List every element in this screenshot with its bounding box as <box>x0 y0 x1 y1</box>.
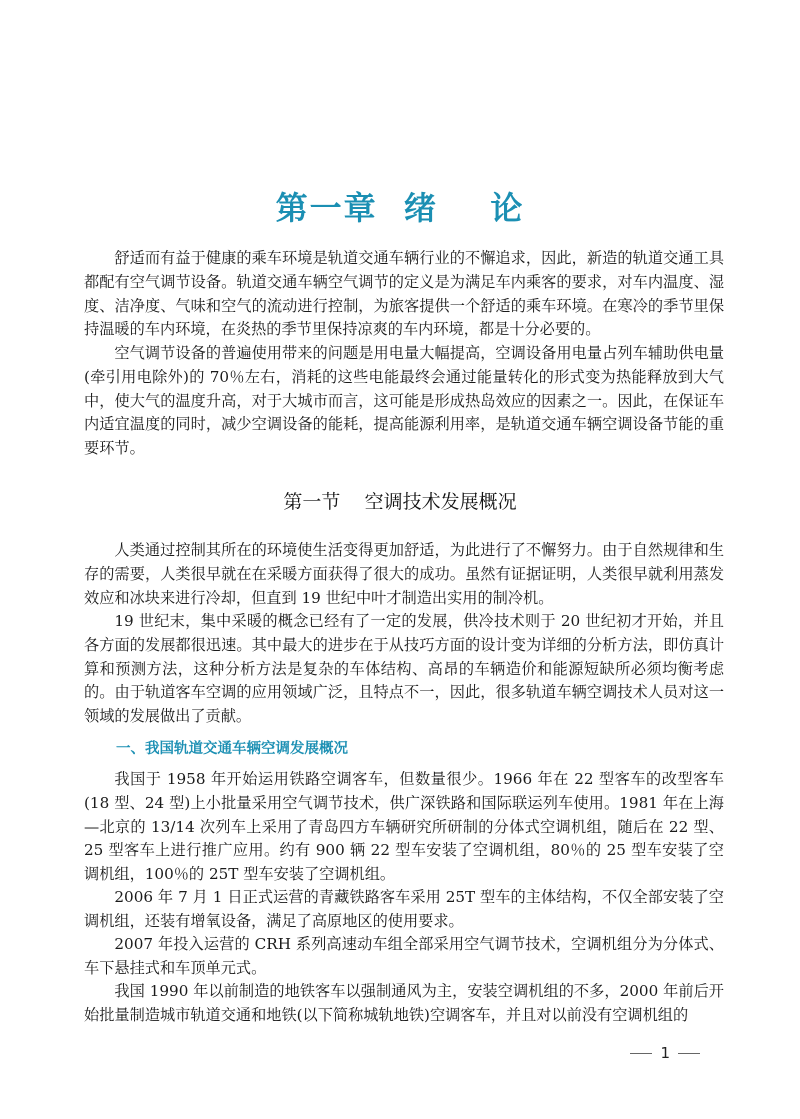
page-number-dash-left <box>630 1053 652 1054</box>
chapter-title: 第一章 绪 论 <box>275 189 525 227</box>
section-paragraph-1: 人类通过控制其所在的环境使生活变得更加舒适，为此进行了不懈努力。由于自然规律和生存的需要，人类很早就在在采暖方面获得了很大的成功。虽然有证据证明，人类很早就利用蒸发效应和冰块来进行冷却，但直到 19 世纪中叶才制造出实用的制冷机。 <box>84 541 724 607</box>
section-paragraph-2: 19 世纪末，集中采暖的概念已经有了一定的发展，供冷技术则于 20 世纪初才开始，并且各方面的发展都很迅速。其中最大的进步在于从技巧方面的设计变为详细的分析方法，即仿真计算和预测方法，这种分析方法是复杂的车体结构、高昂的车辆造价和能源短缺所必须均衡考虑的。由于轨道客车空调的应用领域广泛，且特点不一，因此，很多轨道车辆空调技术人员对这一领域的发展做出了贡献。 <box>84 612 724 726</box>
section-title: 第一节 空调技术发展概况 <box>283 491 517 513</box>
page-number-value: 1 <box>660 1044 670 1062</box>
subsection-paragraph-4: 我国 1990 年以前制造的地铁客车以强制通风为主，安装空调机组的不多，2000 年前后开始批量制造城市轨道交通和地铁(以下简称城轨地铁)空调客车，并且对以前没有空调机组的 <box>84 982 724 1024</box>
subsection-paragraph-1: 我国于 1958 年开始运用铁路空调客车，但数量很少。1966 年在 22 型客车的改型客车(18 型、24 型)上小批量采用空气调节技术，供广深铁路和国际联运列车使用。1981 年在上海—北京的 13/14 次列车上采用了青岛四方车辆研究所研制的分体式空调机组，随后在 22 型、25 型客车上进行推广应用。约有 900 辆 22 型车安装了空调机组，80％的 25 型车安装了空调机组，100％的 25T 型车安装了空调机组。 <box>84 770 724 884</box>
intro-paragraph-2: 空气调节设备的普遍使用带来的问题是用电量大幅提高，空调设备用电量占列车辅助供电量(牵引用电除外)的 70％左右，消耗的这些电能最终会通过能量转化的形式变为热能释放到大气中，使大气的温度升高，对于大城市而言，这可能是形成热岛效应的因素之一。因此，在保证车内适宜温度的同时，减少空调设备的能耗，提高能源利用率，是轨道交通车辆空调设备节能的重要环节。 <box>84 344 724 458</box>
subsection-title: 一、我国轨道交通车辆空调发展概况 <box>116 741 348 757</box>
subsection-paragraph-3: 2007 年投入运营的 CRH 系列高速动车组全部采用空气调节技术，空调机组分为分体式、车下悬挂式和车顶单元式。 <box>84 935 724 977</box>
page-number-dash-right <box>678 1053 700 1054</box>
page-number <box>622 1044 708 1062</box>
subsection-paragraph-2: 2006 年 7 月 1 日正式运营的青藏铁路客车采用 25T 型车的主体结构，不仅全部安装了空调机组，还装有增氧设备，满足了高原地区的使用要求。 <box>84 888 724 930</box>
intro-paragraph-1: 舒适而有益于健康的乘车环境是轨道交通车辆行业的不懈追求，因此，新造的轨道交通工具都配有空气调节设备。轨道交通车辆空气调节的定义是为满足车内乘客的要求，对车内温度、湿度、洁净度、气味和空气的流动进行控制，为旅客提供一个舒适的乘车环境。在寒冷的季节里保持温暖的车内环境，在炎热的季节里保持凉爽的车内环境，都是十分必要的。 <box>84 249 724 339</box>
